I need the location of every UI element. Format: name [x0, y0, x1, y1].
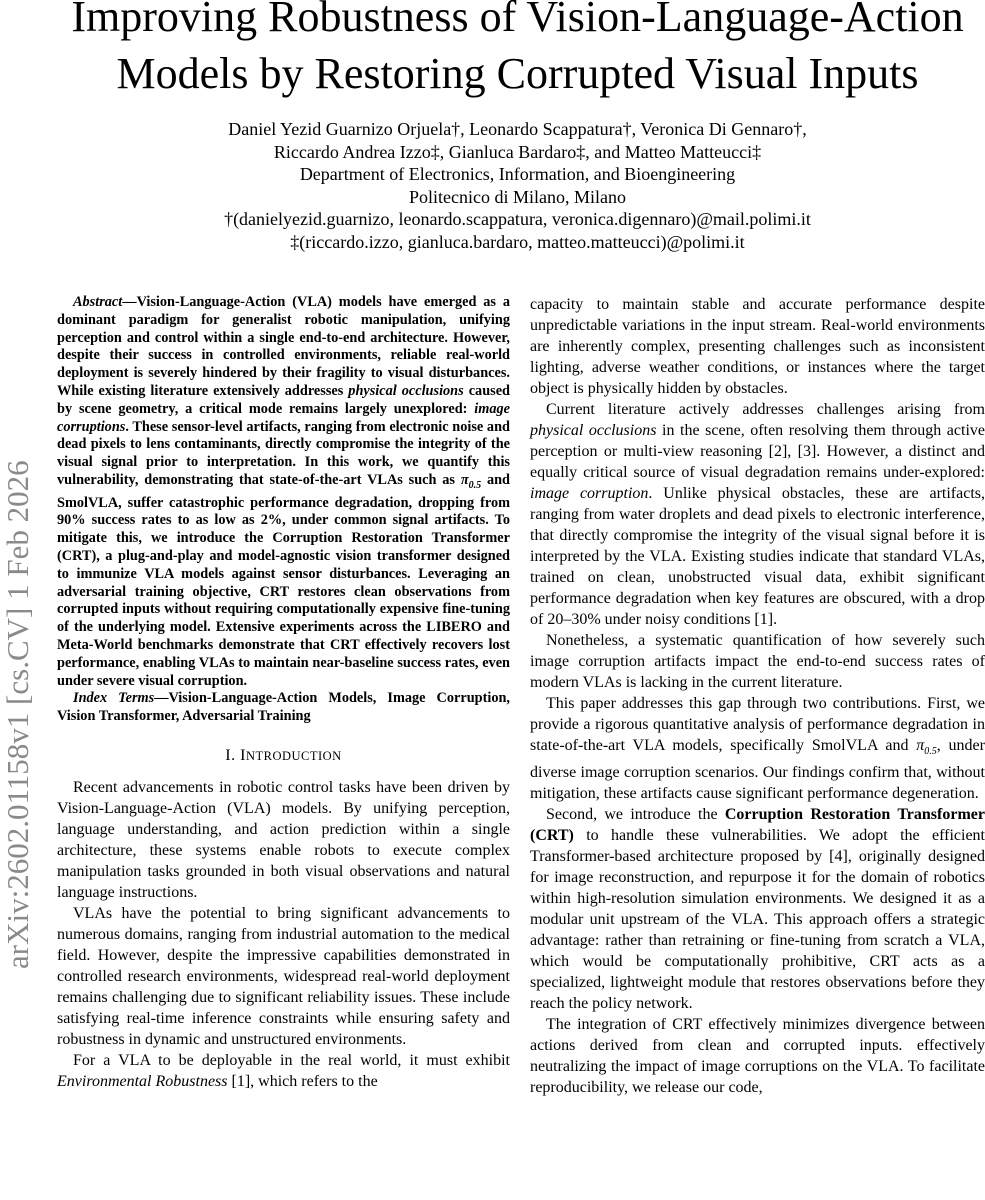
abstract-label: Abstract: [73, 294, 123, 310]
authors-line-2: Riccardo Andrea Izzo‡, Gianluca Bardaro‡, and Matteo Matteucci‡: [273, 141, 762, 162]
pi-glyph: π: [916, 737, 925, 754]
paragraph-text: . Unlike physical obstacles, these are artifacts, ranging from water droplets and dead pixels to electronic interference, that directly compromise the integrity of the visual signal before it is interpreted by the VLA. Existing studies indicate that standard VLAs, trained on clean, unobstructed visual data, exhibit significant performance degradation when key features are obscured, with a drop of 20–30% under noisy conditions [1].: [530, 485, 985, 628]
pi-subscript: 0.5: [924, 746, 937, 758]
author-emails-1: †(danielyezid.guarnizo, leonardo.scappatura, veronica.digennaro)@mail.polimi.it: [224, 209, 811, 229]
author-block: [50, 118, 985, 253]
paragraph-text: Current literature actively addresses challenges arising from: [546, 401, 985, 418]
author-emails-2: ‡(riccardo.izzo, gianluca.bardaro, matteo.matteucci)@polimi.it: [290, 231, 745, 252]
arxiv-identifier: arXiv:2602.01158v1 [cs.CV] 1 Feb 2026: [0, 460, 35, 969]
paper-title: [50, 0, 985, 102]
paragraph: [530, 804, 985, 1014]
index-terms: [57, 690, 510, 726]
pi-symbol: [460, 471, 482, 491]
affiliation-university: Politecnico di Milano, Milano: [409, 186, 626, 207]
paragraph: [530, 693, 985, 804]
section-title-first: I: [240, 746, 246, 764]
affiliation-department: Department of Electronics, Information, and Bioengineering: [299, 164, 736, 184]
paragraph-text: to handle these vulnerabilities. We adopt the efficient Transformer-based architecture proposed by [4], originally designed for image reconstruction, and repurpose it for the domain of robotics within high-resolution simulation environments. We designed it as a modular unit upstream of the VLA. This approach offers a strategic advantage: rather than retraining or fine-tuning from scratch a VLA, which would be computationally prohibitive, CRT acts as a specialized, lightweight module that restores observations before they reach the policy network.: [530, 827, 985, 1013]
paragraph-text: , under diverse image corruption scenarios. Our findings confirm that, without mitigation, these artifacts cause significant performance degeneration.: [530, 737, 985, 803]
paragraph-text: in the scene, often resolving them through active perception or multi-view reasoning [2], [3]. However, a distinct and equally critical source of visual degradation remains under-explored:: [530, 422, 985, 481]
paragraph-bold: Corruption Restoration Transformer (CRT): [530, 806, 985, 845]
index-terms-text: —Vision-Language-Action Models, Image Corruption, Vision Transformer, Adversarial Training: [57, 690, 511, 725]
abstract-text-4: and SmolVLA, suffer catastrophic performance degradation, dropping from 90% success rates to as low as 2%, under common signal artifacts. To mitigate this, we introduce the Corruption Restoration Transformer (CRT), a plug-and-play and model-agnostic vision transformer designed to immunize VLA models against sensor disturbances. Leveraging an adversarial training objective, CRT restores clean observations from corrupted inputs without requiring computationally expensive fine-tuning of the underlying model. Extensive experiments across the LIBERO and Meta-World benchmarks demonstrate that CRT effectively recovers lost performance, enabling VLAs to maintain near-baseline success rates, even under severe visual corruption.: [57, 471, 510, 689]
abstract-text-3: . These sensor-level artifacts, ranging from electronic noise and dead pixels to lens contaminants, directly compromise the integrity of the visual signal prior to interpretation. In this work, we quantify this vulnerability, demonstrating that state-of-the-art VLAs such as: [57, 418, 510, 488]
right-column: [530, 294, 985, 1098]
paragraph-emphasis: physical occlusions: [530, 422, 657, 439]
paragraph: Nonetheless, a systematic quantification of how severely such image corruption artifacts impact the end-to-end success rates of modern VLAs is lacking in the current literature.: [530, 632, 985, 691]
paragraph: The integration of CRT effectively minimizes divergence between actions derived from clean and corrupted inputs. effectively neutralizing the impact of image corruptions on the VLA. To facilitate reproducibility, we release our code,: [530, 1016, 985, 1097]
abstract: [57, 294, 510, 690]
paragraph-text: This paper addresses this gap through two contributions. First, we provide a rigorous quantitative analysis of performance degradation in state-of-the-art VLA models, specifically SmolVLA and: [530, 695, 985, 754]
abstract-emphasis-1: physical occlusions: [348, 382, 464, 399]
paragraph: [57, 1050, 510, 1092]
title-line-1: Improving Robustness of Vision-Language-Action: [71, 0, 964, 41]
paragraph: Recent advancements in robotic control tasks have been driven by Vision-Language-Action (VLA) models. By unifying perception, language understanding, and action prediction within a single architecture, these systems enable robots to execute complex manipulation tasks grounded in both visual observations and natural language instructions.: [57, 778, 510, 901]
abstract-text-1: —Vision-Language-Action (VLA) models have emerged as a dominant paradigm for generalist robotic manipulation, unifying perception and control within a single end-to-end architecture. However, despite their success in controlled environments, reliable real-world deployment is severely hindered by their fragility to visual disturbances. While existing literature extensively addresses: [57, 294, 510, 399]
title-line-2: Models by Restoring Corrupted Visual Inputs: [116, 49, 919, 98]
pi-symbol: [916, 737, 937, 758]
index-terms-label: Index Terms: [73, 690, 155, 707]
pi-subscript: 0.5: [468, 479, 482, 491]
pi-glyph: π: [460, 471, 469, 488]
paragraph-text: [1], which refers to the: [227, 1072, 378, 1090]
paragraph: [530, 399, 985, 630]
paragraph: VLAs have the potential to bring significant advancements to numerous domains, ranging from industrial automation to the medical field. However, despite the impressive capabilities demonstrated in controlled research environments, widespread real-world deployment remains challenging due to significant reliability issues. These include satisfying real-time inference constraints while ensuring safety and robustness in dynamic and unstructured environments.: [57, 904, 510, 1048]
abstract-emphasis-2: image corruptions: [57, 400, 510, 435]
paragraph: capacity to maintain stable and accurate performance despite unpredictable variations in the input stream. Real-world environments are inherently complex, presenting challenges such as inconsistent lighting, adverse weather conditions, or instances where the target object is physically hidden by obstacles.: [530, 296, 985, 397]
section-number: I.: [225, 746, 241, 764]
authors-line-1: Daniel Yezid Guarnizo Orjuela†, Leonardo Scappatura†, Veronica Di Gennaro†,: [228, 119, 807, 139]
paragraph-text: Second, we introduce the: [546, 806, 725, 824]
section-title-rest: NTRODUCTION: [245, 748, 342, 763]
paragraph-emphasis: Environmental Robustness: [57, 1072, 228, 1090]
paragraph-emphasis: image corruption: [530, 485, 649, 502]
paragraph-text: For a VLA to be deployable in the real world, it must exhibit: [73, 1051, 510, 1069]
section-heading-introduction: [57, 745, 510, 767]
abstract-text-2: caused by scene geometry, a critical mode remains largely unexplored:: [57, 382, 511, 417]
left-column: [57, 294, 510, 1092]
